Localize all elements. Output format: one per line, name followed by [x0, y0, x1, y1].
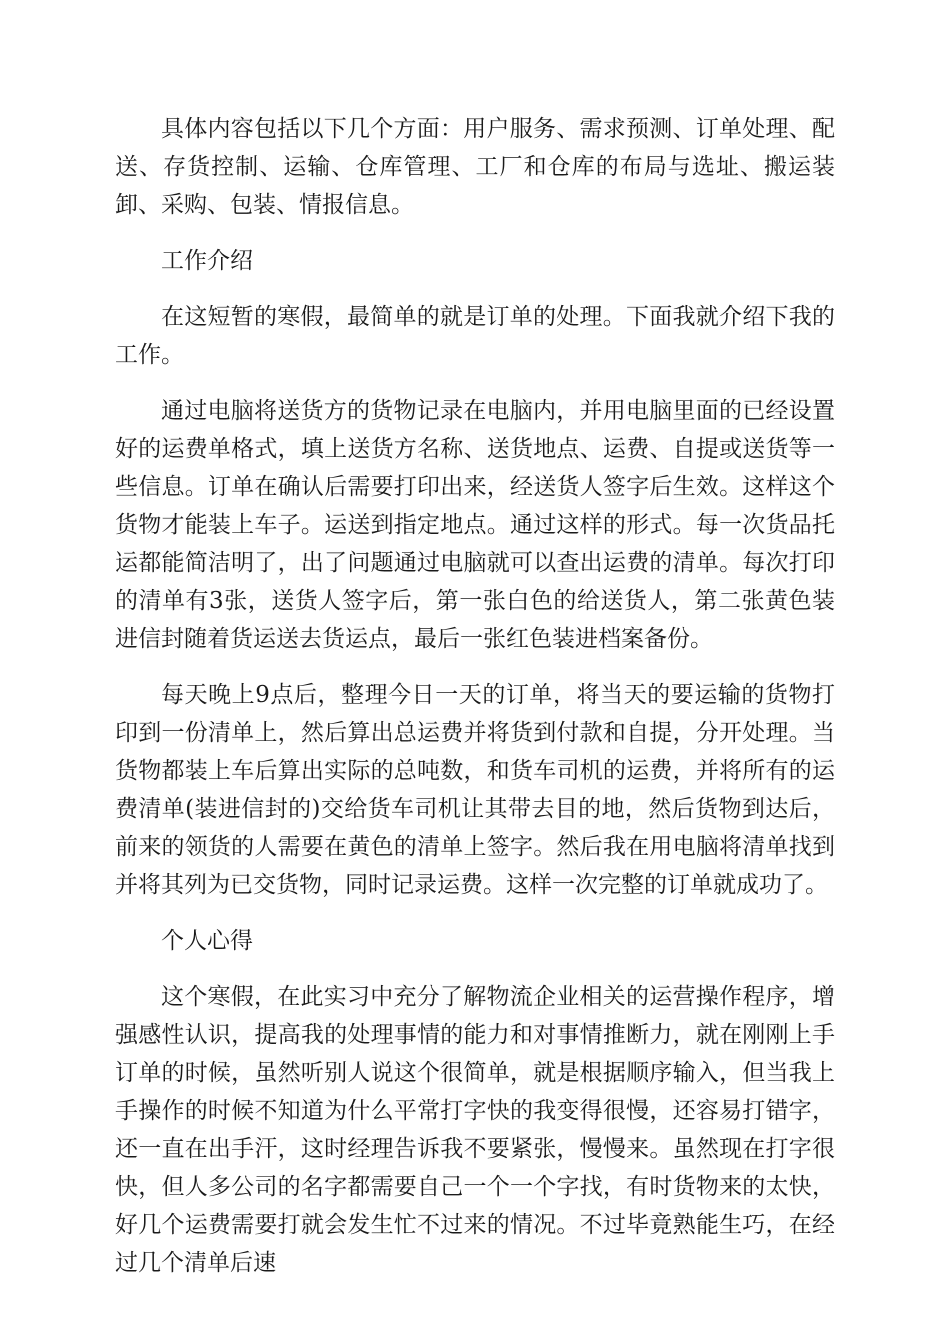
paragraph-intro: 在这短暂的寒假，最简单的就是订单的处理。下面我就介绍下我的工作。 [115, 304, 835, 368]
document-body [115, 110, 835, 1300]
paragraph-scope: 具体内容包括以下几个方面：用户服务、需求预测、订单处理、配送、存货控制、运输、仓库管理、工厂和仓库的布局与选址、搬运装卸、采购、包装、情报信息。 [115, 116, 835, 218]
paragraph-order-process: 通过电脑将送货方的货物记录在电脑内，并用电脑里面的已经设置好的运费单格式，填上送货方名称、送货地点、运费、自提或送货等一些信息。订单在确认后需要打印出来，经送货人签字后生效。这样这个货物才能装上车子。运送到指定地点。通过这样的形式。每一次货品托运都能简洁明了，出了问题通过电脑就可以查出运费的清单。每次打印的清单有3张，送货人签字后，第一张白色的给送货人，第二张黄色装进信封随着货运送去货运点，最后一张红色装进档案备份。 [115, 398, 835, 652]
heading-work-intro: 工作介绍 [161, 248, 253, 274]
paragraph-nightly-routine: 每天晚上9点后，整理今日一天的订单，将当天的要运输的货物打印到一份清单上，然后算出总运费并将货到付款和自提，分开处理。当货物都装上车后算出实际的总吨数，和货车司机的运费，并将所有的运费清单(装进信封的)交给货车司机让其带去目的地，然后货物到达后，前来的领货的人需要在黄色的清单上签字。然后我在用电脑将清单找到并将其列为已交货物，同时记录运费。这样一次完整的订单就成功了。 [115, 682, 835, 898]
heading-personal-experience: 个人心得 [161, 928, 253, 954]
paragraph-experience: 这个寒假，在此实习中充分了解物流企业相关的运营操作程序，增强感性认识，提高我的处理事情的能力和对事情推断力，就在刚刚上手订单的时候，虽然听别人说这个很简单，就是根据顺序输入，但当我上手操作的时候不知道为什么平常打字快的我变得很慢，还容易打错字，还一直在出手汗，这时经理告诉我不要紧张，慢慢来。虽然现在打字很快，但人多公司的名字都需要自己一个一个字找，有时货物来的太快，好几个运费需要打就会发生忙不过来的情况。不过毕竟熟能生巧，在经过几个清单后速 [115, 984, 835, 1276]
